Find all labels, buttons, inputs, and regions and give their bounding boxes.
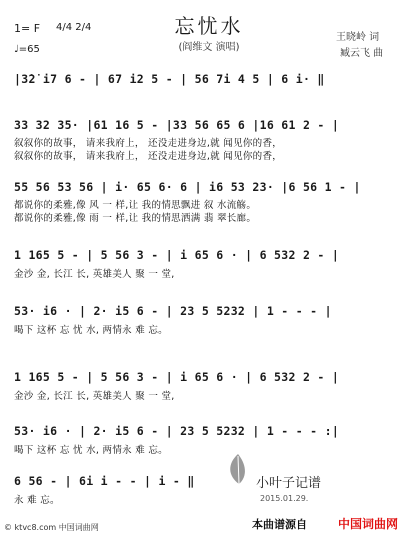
source-site-link[interactable]: 中国词曲网 bbox=[338, 517, 399, 531]
score-line-7: 53· i6 · | 2· i5 6 - | 23 5 5232 | 1 - - - :| bbox=[14, 424, 340, 438]
lyric-line-3b: 都说你的柔雅,像 雨 一 样,让 我的情思洒满 翡 翠长廊。 bbox=[14, 213, 257, 224]
lyric-line-5: 喝下 这杯 忘 忧 水, 两情永 难 忘。 bbox=[14, 325, 168, 336]
lyric-line-8: 永 难 忘。 bbox=[14, 495, 60, 506]
score-line-1: |3̇2̇ i7 6 - | 67 i2 5 - | 56 7i 4 5 | 6 i· ‖ bbox=[14, 72, 325, 86]
footer-watermark: © ktvc8.com 中国词曲网 bbox=[4, 523, 99, 532]
score-line-6: 1 165 5 - | 5 56 3 - | i 65 6 · | 6 532 2 - | bbox=[14, 370, 340, 384]
lyric-line-2b: 叙叙你的故事， 请来我府上， 还没走进身边,就 闻见你的香， bbox=[14, 151, 283, 162]
score-line-4: 1 165 5 - | 5 56 3 - | i 65 6 · | 6 532 2 - | bbox=[14, 248, 340, 262]
score-line-5: 53· i6 · | 2· i5 6 - | 23 5 5232 | 1 - - - | bbox=[14, 304, 332, 318]
song-title: 忘忧水 bbox=[174, 14, 244, 38]
key-signature: 1= F bbox=[14, 22, 41, 35]
score-line-2: 33 32 35· |61 16 5 - |33 56 65 6 |16 61 2 - | bbox=[14, 118, 340, 132]
transcriber-signature: 小叶子记谱 bbox=[256, 476, 322, 491]
time-signature: 4/4 2/4 bbox=[56, 22, 92, 33]
composer-credit: 臧云飞 曲 bbox=[340, 48, 384, 59]
transcription-date: 2015.01.29. bbox=[260, 494, 309, 503]
lyric-line-7: 喝下 这杯 忘 忧 水, 两情永 难 忘。 bbox=[14, 445, 168, 456]
lyric-line-6: 金沙 金, 长江 长, 英雄美人 聚 一 堂, bbox=[14, 391, 175, 402]
leaf-icon bbox=[224, 452, 254, 486]
lyric-line-4: 金沙 金, 长江 长, 英雄美人 聚 一 堂, bbox=[14, 269, 175, 280]
lyricist-credit: 王晓岭 词 bbox=[336, 32, 380, 43]
score-line-3: 55 56 53 56 | i· 65 6· 6 | i6 53 23· |6 56 1 - | bbox=[14, 180, 361, 194]
tempo-marking: ♩=65 bbox=[14, 44, 40, 55]
score-line-8: 6 56 - | 6i i - - | i - ‖ bbox=[14, 474, 195, 488]
lyric-line-3a: 都说你的柔雅,像 风 一 样,让 我的情思飘进 叙 水流觞。 bbox=[14, 200, 257, 211]
lyric-line-2a: 叙叙你的故事， 请来我府上， 还没走进身边,就 闻见你的香， bbox=[14, 138, 283, 149]
source-label: 本曲谱源自 bbox=[252, 518, 307, 531]
performer-note: (阎维文 演唱) bbox=[178, 42, 240, 53]
